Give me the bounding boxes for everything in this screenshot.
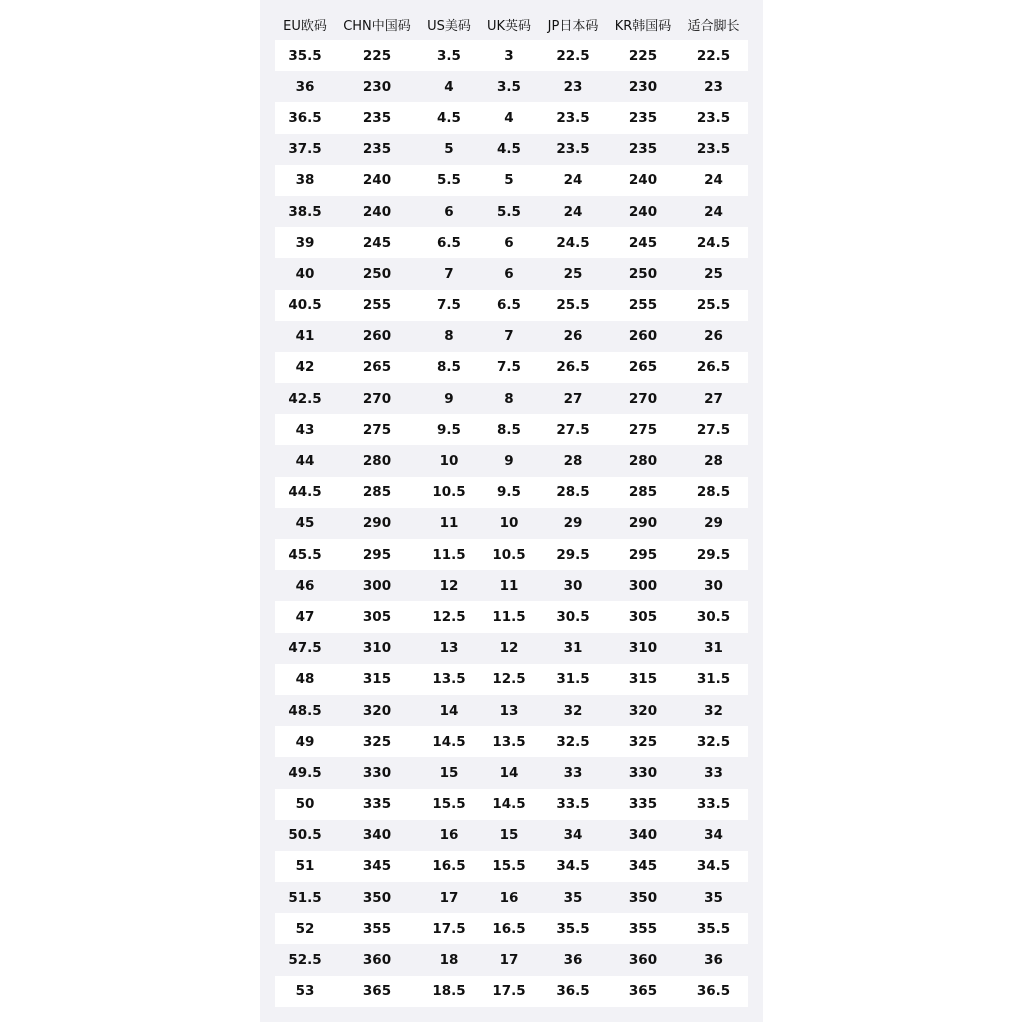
cell-foot-length: 24: [679, 196, 748, 227]
cell-eu: 40.5: [275, 290, 335, 321]
table-row: [275, 570, 748, 601]
cell-uk: 14.5: [479, 789, 539, 820]
table-row: [275, 508, 748, 539]
cell-jp: 23.5: [539, 134, 607, 165]
cell-eu: 39: [275, 227, 335, 258]
cell-kr: 355: [607, 913, 679, 944]
table-row: [275, 321, 748, 352]
cell-jp: 31.5: [539, 664, 607, 695]
cell-uk: 3.5: [479, 71, 539, 102]
cell-chn: 305: [335, 601, 419, 632]
cell-uk: 16: [479, 882, 539, 913]
column-header-foot-length: 适合脚长: [687, 19, 740, 34]
cell-us: 17.5: [419, 913, 479, 944]
cell-us: 6.5: [419, 227, 479, 258]
cell-foot-length: 34.5: [679, 851, 748, 882]
cell-chn: 275: [335, 414, 419, 445]
column-header-kr: KR韩国码: [614, 19, 672, 34]
cell-chn: 315: [335, 664, 419, 695]
cell-chn: 245: [335, 227, 419, 258]
cell-kr: 310: [607, 633, 679, 664]
cell-us: 14.5: [419, 726, 479, 757]
cell-foot-length: 22.5: [679, 40, 748, 71]
table-row: [275, 633, 748, 664]
cell-foot-length: 33.5: [679, 789, 748, 820]
cell-uk: 9.5: [479, 477, 539, 508]
cell-jp: 32: [539, 695, 607, 726]
cell-jp: 27.5: [539, 414, 607, 445]
cell-kr: 325: [607, 726, 679, 757]
cell-chn: 230: [335, 71, 419, 102]
cell-kr: 240: [607, 196, 679, 227]
cell-chn: 345: [335, 851, 419, 882]
table-row: [275, 664, 748, 695]
cell-jp: 35.5: [539, 913, 607, 944]
cell-foot-length: 26: [679, 321, 748, 352]
cell-kr: 340: [607, 820, 679, 851]
cell-foot-length: 34: [679, 820, 748, 851]
cell-eu: 52: [275, 913, 335, 944]
cell-chn: 260: [335, 321, 419, 352]
cell-jp: 30: [539, 570, 607, 601]
cell-chn: 285: [335, 477, 419, 508]
cell-foot-length: 33: [679, 757, 748, 788]
table-row: [275, 601, 748, 632]
cell-us: 18.5: [419, 976, 479, 1007]
cell-jp: 26.5: [539, 352, 607, 383]
cell-chn: 280: [335, 445, 419, 476]
cell-chn: 340: [335, 820, 419, 851]
cell-uk: 4.5: [479, 134, 539, 165]
cell-us: 16.5: [419, 851, 479, 882]
cell-jp: 32.5: [539, 726, 607, 757]
table-row: [275, 882, 748, 913]
cell-us: 17: [419, 882, 479, 913]
cell-kr: 290: [607, 508, 679, 539]
cell-us: 18: [419, 944, 479, 975]
cell-jp: 31: [539, 633, 607, 664]
table-row: [275, 165, 748, 196]
table-body: [275, 40, 748, 1007]
cell-eu: 53: [275, 976, 335, 1007]
cell-kr: 305: [607, 601, 679, 632]
table-row: [275, 258, 748, 289]
cell-jp: 25.5: [539, 290, 607, 321]
cell-us: 10: [419, 445, 479, 476]
cell-foot-length: 32.5: [679, 726, 748, 757]
cell-jp: 34.5: [539, 851, 607, 882]
cell-foot-length: 23.5: [679, 134, 748, 165]
cell-eu: 52.5: [275, 944, 335, 975]
column-header-jp: JP日本码: [547, 19, 599, 34]
cell-kr: 320: [607, 695, 679, 726]
cell-eu: 38.5: [275, 196, 335, 227]
cell-foot-length: 36: [679, 944, 748, 975]
cell-eu: 46: [275, 570, 335, 601]
cell-kr: 335: [607, 789, 679, 820]
cell-jp: 30.5: [539, 601, 607, 632]
cell-eu: 50.5: [275, 820, 335, 851]
cell-eu: 45: [275, 508, 335, 539]
cell-kr: 255: [607, 290, 679, 321]
cell-chn: 265: [335, 352, 419, 383]
cell-us: 8.5: [419, 352, 479, 383]
cell-uk: 6.5: [479, 290, 539, 321]
table-row: [275, 976, 748, 1007]
cell-uk: 13.5: [479, 726, 539, 757]
cell-foot-length: 29.5: [679, 539, 748, 570]
size-chart-panel: [260, 0, 763, 1022]
cell-jp: 24.5: [539, 227, 607, 258]
cell-kr: 330: [607, 757, 679, 788]
cell-us: 4.5: [419, 102, 479, 133]
table-row: [275, 40, 748, 71]
cell-us: 15: [419, 757, 479, 788]
cell-jp: 28.5: [539, 477, 607, 508]
cell-us: 9.5: [419, 414, 479, 445]
table-row: [275, 913, 748, 944]
column-header-eu: EU欧码: [283, 19, 327, 34]
table-row: [275, 445, 748, 476]
cell-foot-length: 28.5: [679, 477, 748, 508]
cell-uk: 12.5: [479, 664, 539, 695]
cell-jp: 36: [539, 944, 607, 975]
cell-kr: 285: [607, 477, 679, 508]
cell-kr: 235: [607, 102, 679, 133]
cell-eu: 41: [275, 321, 335, 352]
cell-foot-length: 36.5: [679, 976, 748, 1007]
cell-chn: 290: [335, 508, 419, 539]
cell-kr: 260: [607, 321, 679, 352]
cell-uk: 8: [479, 383, 539, 414]
cell-us: 9: [419, 383, 479, 414]
cell-chn: 240: [335, 196, 419, 227]
cell-foot-length: 35: [679, 882, 748, 913]
cell-jp: 26: [539, 321, 607, 352]
cell-chn: 350: [335, 882, 419, 913]
cell-chn: 355: [335, 913, 419, 944]
cell-foot-length: 24: [679, 165, 748, 196]
table-row: [275, 414, 748, 445]
cell-eu: 44.5: [275, 477, 335, 508]
cell-chn: 225: [335, 40, 419, 71]
cell-eu: 40: [275, 258, 335, 289]
cell-jp: 29: [539, 508, 607, 539]
table-row: [275, 477, 748, 508]
cell-foot-length: 25: [679, 258, 748, 289]
cell-uk: 15: [479, 820, 539, 851]
cell-foot-length: 31.5: [679, 664, 748, 695]
cell-kr: 280: [607, 445, 679, 476]
cell-foot-length: 29: [679, 508, 748, 539]
table-row: [275, 352, 748, 383]
cell-chn: 255: [335, 290, 419, 321]
cell-foot-length: 30.5: [679, 601, 748, 632]
cell-eu: 43: [275, 414, 335, 445]
cell-uk: 8.5: [479, 414, 539, 445]
cell-eu: 47: [275, 601, 335, 632]
cell-jp: 34: [539, 820, 607, 851]
cell-chn: 295: [335, 539, 419, 570]
cell-uk: 11: [479, 570, 539, 601]
cell-foot-length: 24.5: [679, 227, 748, 258]
table-row: [275, 789, 748, 820]
cell-foot-length: 28: [679, 445, 748, 476]
cell-kr: 240: [607, 165, 679, 196]
cell-chn: 240: [335, 165, 419, 196]
cell-uk: 5.5: [479, 196, 539, 227]
table-row: [275, 134, 748, 165]
cell-uk: 6: [479, 258, 539, 289]
table-row: [275, 227, 748, 258]
cell-chn: 300: [335, 570, 419, 601]
table-row: [275, 695, 748, 726]
table-row: [275, 820, 748, 851]
cell-uk: 6: [479, 227, 539, 258]
cell-uk: 9: [479, 445, 539, 476]
cell-us: 6: [419, 196, 479, 227]
cell-us: 8: [419, 321, 479, 352]
cell-chn: 320: [335, 695, 419, 726]
cell-kr: 225: [607, 40, 679, 71]
cell-jp: 23.5: [539, 102, 607, 133]
cell-chn: 335: [335, 789, 419, 820]
cell-jp: 29.5: [539, 539, 607, 570]
cell-us: 5.5: [419, 165, 479, 196]
cell-chn: 235: [335, 102, 419, 133]
cell-jp: 28: [539, 445, 607, 476]
cell-foot-length: 23: [679, 71, 748, 102]
cell-foot-length: 31: [679, 633, 748, 664]
cell-uk: 7.5: [479, 352, 539, 383]
table-row: [275, 851, 748, 882]
cell-eu: 51.5: [275, 882, 335, 913]
cell-eu: 35.5: [275, 40, 335, 71]
cell-us: 15.5: [419, 789, 479, 820]
cell-eu: 49.5: [275, 757, 335, 788]
cell-kr: 275: [607, 414, 679, 445]
cell-us: 16: [419, 820, 479, 851]
cell-kr: 360: [607, 944, 679, 975]
cell-chn: 365: [335, 976, 419, 1007]
cell-eu: 49: [275, 726, 335, 757]
cell-chn: 325: [335, 726, 419, 757]
cell-uk: 14: [479, 757, 539, 788]
cell-uk: 4: [479, 102, 539, 133]
cell-us: 7.5: [419, 290, 479, 321]
cell-uk: 15.5: [479, 851, 539, 882]
cell-eu: 37.5: [275, 134, 335, 165]
table-row: [275, 944, 748, 975]
cell-jp: 24: [539, 196, 607, 227]
cell-kr: 365: [607, 976, 679, 1007]
cell-foot-length: 35.5: [679, 913, 748, 944]
cell-chn: 270: [335, 383, 419, 414]
cell-eu: 42: [275, 352, 335, 383]
cell-eu: 47.5: [275, 633, 335, 664]
cell-kr: 345: [607, 851, 679, 882]
cell-uk: 7: [479, 321, 539, 352]
cell-uk: 10.5: [479, 539, 539, 570]
cell-foot-length: 23.5: [679, 102, 748, 133]
size-conversion-table: [275, 9, 748, 1007]
cell-foot-length: 27.5: [679, 414, 748, 445]
cell-eu: 36.5: [275, 102, 335, 133]
cell-kr: 300: [607, 570, 679, 601]
cell-kr: 235: [607, 134, 679, 165]
cell-eu: 42.5: [275, 383, 335, 414]
table-header: [275, 9, 748, 40]
table-row: [275, 196, 748, 227]
cell-foot-length: 32: [679, 695, 748, 726]
cell-eu: 48.5: [275, 695, 335, 726]
cell-jp: 25: [539, 258, 607, 289]
cell-uk: 17.5: [479, 976, 539, 1007]
cell-kr: 265: [607, 352, 679, 383]
cell-us: 4: [419, 71, 479, 102]
cell-eu: 50: [275, 789, 335, 820]
cell-jp: 33: [539, 757, 607, 788]
cell-foot-length: 27: [679, 383, 748, 414]
cell-kr: 245: [607, 227, 679, 258]
cell-chn: 330: [335, 757, 419, 788]
table-row: [275, 290, 748, 321]
cell-us: 7: [419, 258, 479, 289]
cell-eu: 51: [275, 851, 335, 882]
cell-uk: 5: [479, 165, 539, 196]
cell-us: 10.5: [419, 477, 479, 508]
table-row: [275, 383, 748, 414]
cell-us: 5: [419, 134, 479, 165]
cell-kr: 250: [607, 258, 679, 289]
cell-eu: 38: [275, 165, 335, 196]
table-row: [275, 539, 748, 570]
cell-eu: 44: [275, 445, 335, 476]
table-row: [275, 757, 748, 788]
cell-jp: 35: [539, 882, 607, 913]
cell-jp: 36.5: [539, 976, 607, 1007]
cell-jp: 27: [539, 383, 607, 414]
cell-eu: 48: [275, 664, 335, 695]
cell-uk: 12: [479, 633, 539, 664]
cell-kr: 270: [607, 383, 679, 414]
cell-foot-length: 26.5: [679, 352, 748, 383]
cell-chn: 235: [335, 134, 419, 165]
cell-chn: 310: [335, 633, 419, 664]
column-header-uk: UK英码: [486, 19, 532, 34]
cell-jp: 33.5: [539, 789, 607, 820]
cell-uk: 16.5: [479, 913, 539, 944]
cell-uk: 13: [479, 695, 539, 726]
header-row: [275, 9, 748, 40]
cell-uk: 17: [479, 944, 539, 975]
cell-us: 11: [419, 508, 479, 539]
cell-eu: 45.5: [275, 539, 335, 570]
cell-uk: 10: [479, 508, 539, 539]
cell-us: 12: [419, 570, 479, 601]
cell-uk: 11.5: [479, 601, 539, 632]
cell-uk: 3: [479, 40, 539, 71]
cell-kr: 295: [607, 539, 679, 570]
cell-kr: 315: [607, 664, 679, 695]
table-row: [275, 71, 748, 102]
cell-kr: 230: [607, 71, 679, 102]
cell-jp: 23: [539, 71, 607, 102]
cell-kr: 350: [607, 882, 679, 913]
cell-eu: 36: [275, 71, 335, 102]
column-header-us: US美码: [427, 19, 471, 34]
cell-us: 3.5: [419, 40, 479, 71]
cell-chn: 360: [335, 944, 419, 975]
table-row: [275, 726, 748, 757]
cell-us: 12.5: [419, 601, 479, 632]
cell-us: 13.5: [419, 664, 479, 695]
cell-jp: 24: [539, 165, 607, 196]
cell-foot-length: 25.5: [679, 290, 748, 321]
cell-us: 11.5: [419, 539, 479, 570]
cell-jp: 22.5: [539, 40, 607, 71]
cell-foot-length: 30: [679, 570, 748, 601]
cell-chn: 250: [335, 258, 419, 289]
table-row: [275, 102, 748, 133]
column-header-chn: CHN中国码: [343, 19, 411, 34]
cell-us: 14: [419, 695, 479, 726]
cell-us: 13: [419, 633, 479, 664]
